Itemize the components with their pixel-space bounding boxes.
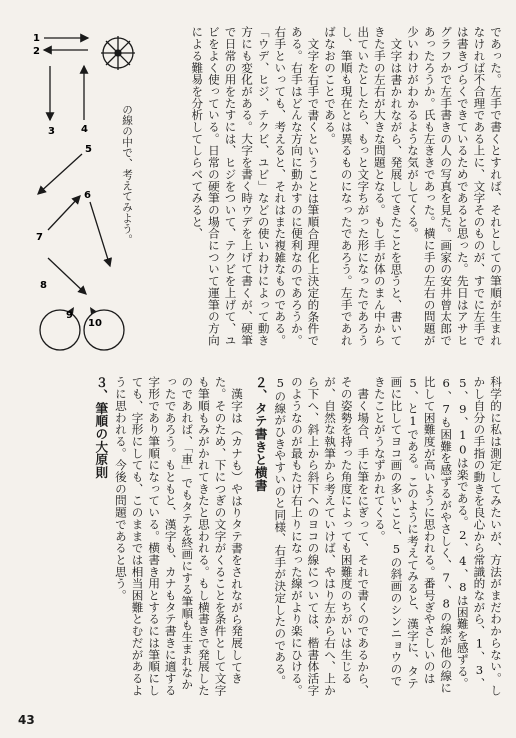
stroke-line-5	[38, 154, 82, 194]
figure-label-4: 4	[81, 124, 88, 135]
stroke-line-6	[48, 196, 80, 230]
figure-label-2: 2	[33, 46, 40, 57]
stroke-circle-10	[84, 310, 124, 350]
section-heading-principle: ３、筆順の大原則	[93, 376, 109, 479]
paragraph: 科学的に私は測定してみたいが、方法がまだわからない。しかし自分の手指の動きを良心から常識的ながら、1、3、5、9、10は楽である。2、4、8は困難を感ずる。6、7も困難を感ずるがやさしく、7、8の線が他の線に比して困難度が高いように思われる。番号ぎやさしいのは5、と1である。このように考えてみると、漢字に、タテ画に比してヨコ画の多いこと、5の斜画のシンニョウのできたことがうなずかれてくる。	[372, 376, 503, 696]
figure-label-5: 5	[85, 144, 92, 155]
upper-text-block	[152, 26, 504, 356]
lower-text-block	[14, 376, 504, 696]
section-heading-tate: ２、タテ書きと横書	[252, 376, 268, 492]
paragraph: 文字を右手で書くということは筆順合理化上決定的条件である。右手はどんな方向に動かすのに便利なのであろうか。右手といっても、考えると、それはまた複雑なものである。「ウデ、ヒジ、テクビ、ユビ」などの使いわけによって動き方にも変化がある。大字を書く時ウデを上げて書くが、硬筆で日常の用をたすには、ヒジをついて、テクビを上げて、ユビをよく使っている。日常の硬筆の場合について運筆の方向による難易を分析してしらべてみると、	[190, 26, 321, 346]
paragraph: 文字は書かれながら、発展してきたことを思うと、書いてきた手の左右が大きな問題となる。もし手が体のまん中から出ていたとしたら、もっと文字ちがった形になったであろうし、筆順も現在とは異るものになったであろう。左手であればなおのことである。	[323, 26, 404, 346]
paragraph: 漢字は（カナも）やはりタテ書をされながら発展してきた。そのため、下につぎの文字がくることを条件として文字も筆順もみがかれてきたと思われる。もし横書きで発展したのであれば、「車」でもタテを終画にする筆順も生まれなかったであろう。もともと、漢字も、カナもタテ書きに適する字形であり筆順になっている。横書き用とするには筆順にしても、字形にしても、このままでは相当困難とむだがあるように思われる。今後の問題であると思う。	[113, 376, 245, 696]
page-number: 43	[18, 713, 35, 727]
stroke-circle-9	[40, 310, 80, 350]
paragraph: であった。左手で書くとすれば、それとしての筆順が生まれなければ不合理である上に、文字そのものが、すでに左手では書きづらくできているためであると思った。先日はアサヒグラフかで左手書きの人の写真を見た。画家の安井曾太郎であったろうか。氏も左ききであった。横に手の左右の問題が少いわけがわかるような気がしてくる。	[406, 26, 503, 346]
figure-label-10: 10	[88, 318, 102, 329]
direction-wheel-icon	[101, 36, 135, 70]
stroke-line-7	[90, 202, 110, 266]
paragraph: 書く場合、手に筆をにぎって、それで書くのであるから、その姿勢を持った角度によっても困難度のちがいは生じるが、自然な執筆から考えていけば、やはり左から右へ、上から下へ、斜上から斜下へのヨコの線については、楷書体活字のようなのが最もたけ右上りになった線がより楽にひける。5の線がひきやすいのと同様、右手が決定したのである。	[273, 376, 371, 696]
stroke-line-8	[48, 258, 86, 294]
figure-label-3: 3	[48, 126, 55, 137]
figure-label-6: 6	[84, 190, 91, 201]
caption-text: の線の中で、考えてみよう。	[121, 104, 133, 246]
figure-label-1: 1	[33, 33, 40, 44]
figure-label-8: 8	[40, 280, 47, 291]
figure-label-9: 9	[66, 310, 73, 321]
figure-caption	[112, 104, 134, 264]
figure-label-7: 7	[36, 232, 43, 243]
